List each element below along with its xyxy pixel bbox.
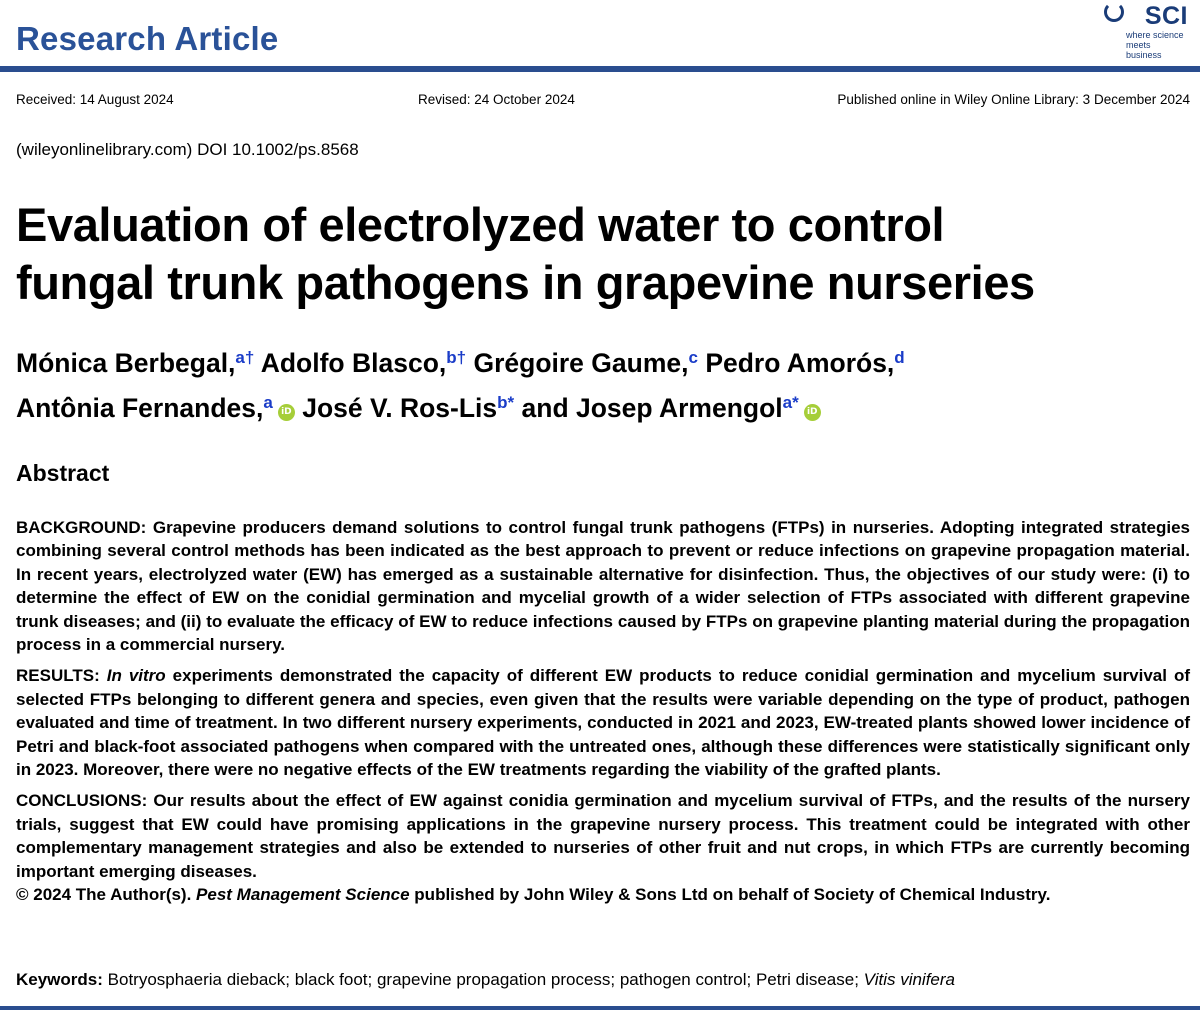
abstract-results [16,664,1190,781]
background-text: Grapevine producers demand solutions to control fungal trunk pathogens (FTPs) in nurseries. Adopting integrated strategies combining several control methods has been indicated as the best approach to prevent or reduce infections on grapevine propagation material. In recent years, electrolyzed water (EW) has emerged as a sustainable alternative for disinfection. Thus, the objectives of our study were: (i) to determine the effect of EW on the conidial germination and mycelial growth of a wider selection of FTPs associated with different grapevine trunk diseases; and (ii) to evaluate the efficacy of EW to reduce infections caused by FTPs on grapevine planting material during the propagation process in a commercial nursery. [16,518,1190,655]
author-name[interactable]: and Josep Armengol [521,393,783,423]
title-line-2: fungal trunk pathogens in grapevine nurseries [16,256,1035,309]
abstract-background [16,516,1190,656]
results-italic: In vitro [106,666,166,686]
sci-logo-mark: SCI [1144,2,1188,30]
sci-logo-tagline [1126,30,1186,60]
copyright-suffix: published by John Wiley & Sons Ltd on behalf of Society of Chemical Industry. [409,885,1051,905]
author-affiliation[interactable]: a* [782,393,799,412]
sci-globe-icon [1104,2,1124,22]
journal-header [0,0,1200,78]
conclusions-label: CONCLUSIONS: [16,791,148,811]
author-name[interactable]: Grégoire Gaume, [473,348,689,378]
author-name[interactable]: Adolfo Blasco, [260,348,447,378]
keywords-italic: Vitis vinifera [863,970,956,989]
header-rule [0,66,1200,72]
author-affiliation[interactable]: b† [446,348,467,367]
orcid-icon[interactable]: iD [804,404,821,421]
abstract-body [16,516,1190,915]
copyright-prefix: © 2024 The Author(s). [16,885,197,905]
published-date: Published online in Wiley Online Library: 3 December 2024 [837,92,1190,107]
results-text: experiments demonstrated the capacity of different EW products to reduce conidial germination and mycelium survival of selected FTPs belonging to different genera and species, even given that the results were variable depending on the type of product, pathogen evaluated and time of treatment. In two different nursery experiments, conducted in 2021 and 2023, EW-treated plants showed lower incidence of Petri and black-foot associated pathogens when compared with the untreated ones, although these differences were statistically significant only in 2023. Moreover, there were no negative effects of the EW treatments regarding the viability of the grafted plants. [16,666,1190,780]
author-affiliation[interactable]: a† [235,348,255,367]
copyright-line [16,883,1190,906]
author-affiliation[interactable]: a [263,393,273,412]
author-affiliation[interactable]: d [894,348,905,367]
author-affiliation[interactable]: b* [497,393,515,412]
sci-tagline-line-2: meets business [1126,40,1162,60]
author-list [16,338,1196,428]
abstract-heading: Abstract [16,460,110,486]
orcid-icon[interactable]: iD [278,404,295,421]
copyright-journal: Pest Management Science [196,885,410,905]
abstract-conclusions [16,789,1190,883]
article-title [16,196,1196,312]
footer-rule [0,1006,1200,1010]
keywords-text: Botryosphaeria dieback; black foot; grapevine propagation process; pathogen control; Petri disease; [102,970,864,989]
keywords-label: Keywords: [16,970,103,989]
doi-line[interactable]: (wileyonlinelibrary.com) DOI 10.1002/ps.8568 [16,140,359,159]
revised-date: Revised: 24 October 2024 [418,92,575,107]
article-type-label: Research Article [16,20,279,57]
author-name[interactable]: José V. Ros-Lis [302,393,498,423]
title-line-1: Evaluation of electrolyzed water to control [16,198,945,251]
conclusions-text: Our results about the effect of EW against conidia germination and mycelium survival of FTPs, and the results of the nursery trials, suggest that EW could have promising applications in the grapevine nursery process. This treatment could be integrated with other complementary management strategies and also be extended to nurseries of other fruit and nut crops, in which FTPs are currently becoming important emerging diseases. [16,791,1190,881]
author-name[interactable]: Mónica Berbegal, [16,348,236,378]
sci-tagline-line-1: where science [1126,30,1184,40]
background-label: BACKGROUND: [16,518,147,537]
article-dates [16,92,1190,110]
author-name[interactable]: Pedro Amorós, [705,348,895,378]
sci-logo [1102,2,1188,60]
results-label: RESULTS: [16,666,100,686]
author-affiliation[interactable]: c [688,348,698,367]
author-name[interactable]: Antônia Fernandes, [16,393,264,423]
keywords-line [16,970,1190,990]
received-date: Received: 14 August 2024 [16,92,174,107]
